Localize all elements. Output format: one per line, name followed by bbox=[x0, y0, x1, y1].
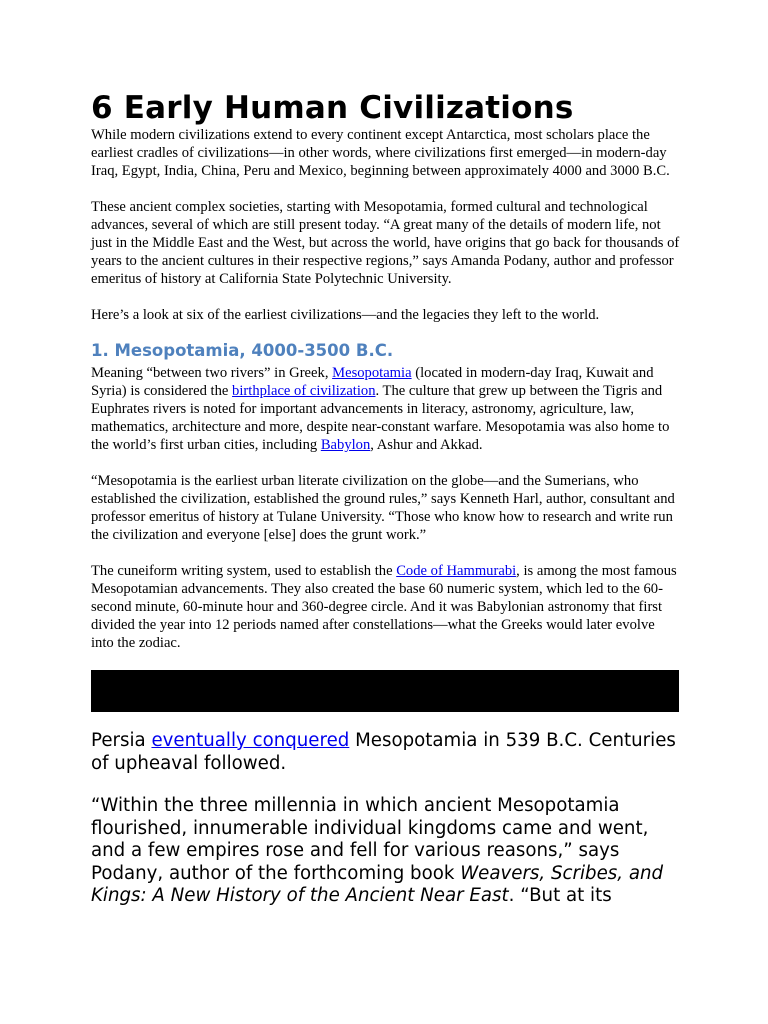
mesopotamia-paragraph-2: “Mesopotamia is the earliest urban literate civilization on the globe—and the Sumerians, who established the civilization, established the ground rules,” says Kenneth Harl, author, consultant and professor emeritus of history at Tulane University. “Those who know how to research and write run the civilization and everyone [else] does the grunt work.” bbox=[91, 473, 675, 543]
intro-paragraph-1: While modern civilizations extend to every continent except Antarctica, most scholars place the earliest cradles of civilizations—in other words, where civilizations first emerged—in modern-day Iraq, Egypt, India, China, Peru and Mexico, beginning between approximately 4000 and 3000 B.C. bbox=[91, 127, 670, 179]
text-run: “Within the three millennia in which ancient Mesopotamia flourished, innumerable individual kingdoms came and went, and a few empires rose and fell for various reasons,” says Podany, author of the forthcoming book bbox=[91, 795, 649, 884]
text-run: Persia bbox=[91, 730, 152, 751]
birthplace-of-civilization-link[interactable]: birthplace of civilization bbox=[232, 383, 376, 399]
intro-paragraph-3: Here’s a look at six of the earliest civilizations—and the legacies they left to the world. bbox=[91, 307, 600, 323]
section-heading-mesopotamia: 1. Mesopotamia, 4000-3500 B.C. bbox=[91, 341, 394, 360]
continued-paragraph-2 bbox=[91, 795, 681, 908]
mesopotamia-paragraph-3 bbox=[91, 562, 681, 652]
paragraph-gap bbox=[91, 544, 681, 562]
paragraph-gap bbox=[91, 288, 681, 306]
code-of-hammurabi-link[interactable]: Code of Hammurabi bbox=[396, 563, 517, 579]
text-run: . The culture that grew up between the Tigris and Euphrates rivers is noted for important advancements in literacy, astronomy, agriculture, law, mathematics, architecture and more, despite near-constant warfare. Mesopotamia was also home to the world’s first urban cities, including bbox=[91, 383, 670, 453]
text-run: , is among the most famous Mesopotamian advancements. They also created the base 60 numeric system, which led to the 60-second minute, 60-minute hour and 360-degree circle. And it was Babylonian astronomy that first divided the year into 12 periods named after constellations—what the Greeks would later evolve into the zodiac. bbox=[91, 563, 677, 651]
continued-paragraph-1 bbox=[91, 730, 681, 775]
page-title: 6 Early Human Civilizations bbox=[91, 90, 574, 126]
text-run: Mesopotamia in 539 B.C. Centuries of upheaval followed. bbox=[91, 730, 676, 774]
text-run: . “But at its bbox=[508, 885, 612, 906]
black-media-bar bbox=[91, 670, 679, 712]
book-title: Weavers, Scribes, and Kings: A New History of the Ancient Near East bbox=[91, 862, 664, 906]
mesopotamia-paragraph-1 bbox=[91, 364, 681, 454]
mesopotamia-link[interactable]: Mesopotamia bbox=[332, 365, 412, 381]
eventually-conquered-link[interactable]: eventually conquered bbox=[151, 730, 350, 751]
text-run: The cuneiform writing system, used to establish the bbox=[91, 563, 397, 579]
paragraph-gap bbox=[91, 454, 681, 472]
text-run: , Ashur and Akkad. bbox=[370, 437, 483, 453]
intro-paragraph-2: These ancient complex societies, starting with Mesopotamia, formed cultural and technological advances, several of which are still present today. “A great many of the details of modern life, not just in the Middle East and the West, but across the world, have origins that go back for thousands of years to the ancient cultures in their respective regions,” says Amanda Podany, author and professor emeritus of history at California State Polytechnic University. bbox=[91, 199, 680, 287]
text-run: Meaning “between two rivers” in Greek, bbox=[91, 365, 333, 381]
paragraph-gap bbox=[91, 180, 681, 198]
article bbox=[91, 88, 681, 908]
text-run: (located in modern-day Iraq, Kuwait and Syria) is considered the bbox=[91, 365, 654, 399]
babylon-link[interactable]: Babylon bbox=[320, 437, 371, 453]
